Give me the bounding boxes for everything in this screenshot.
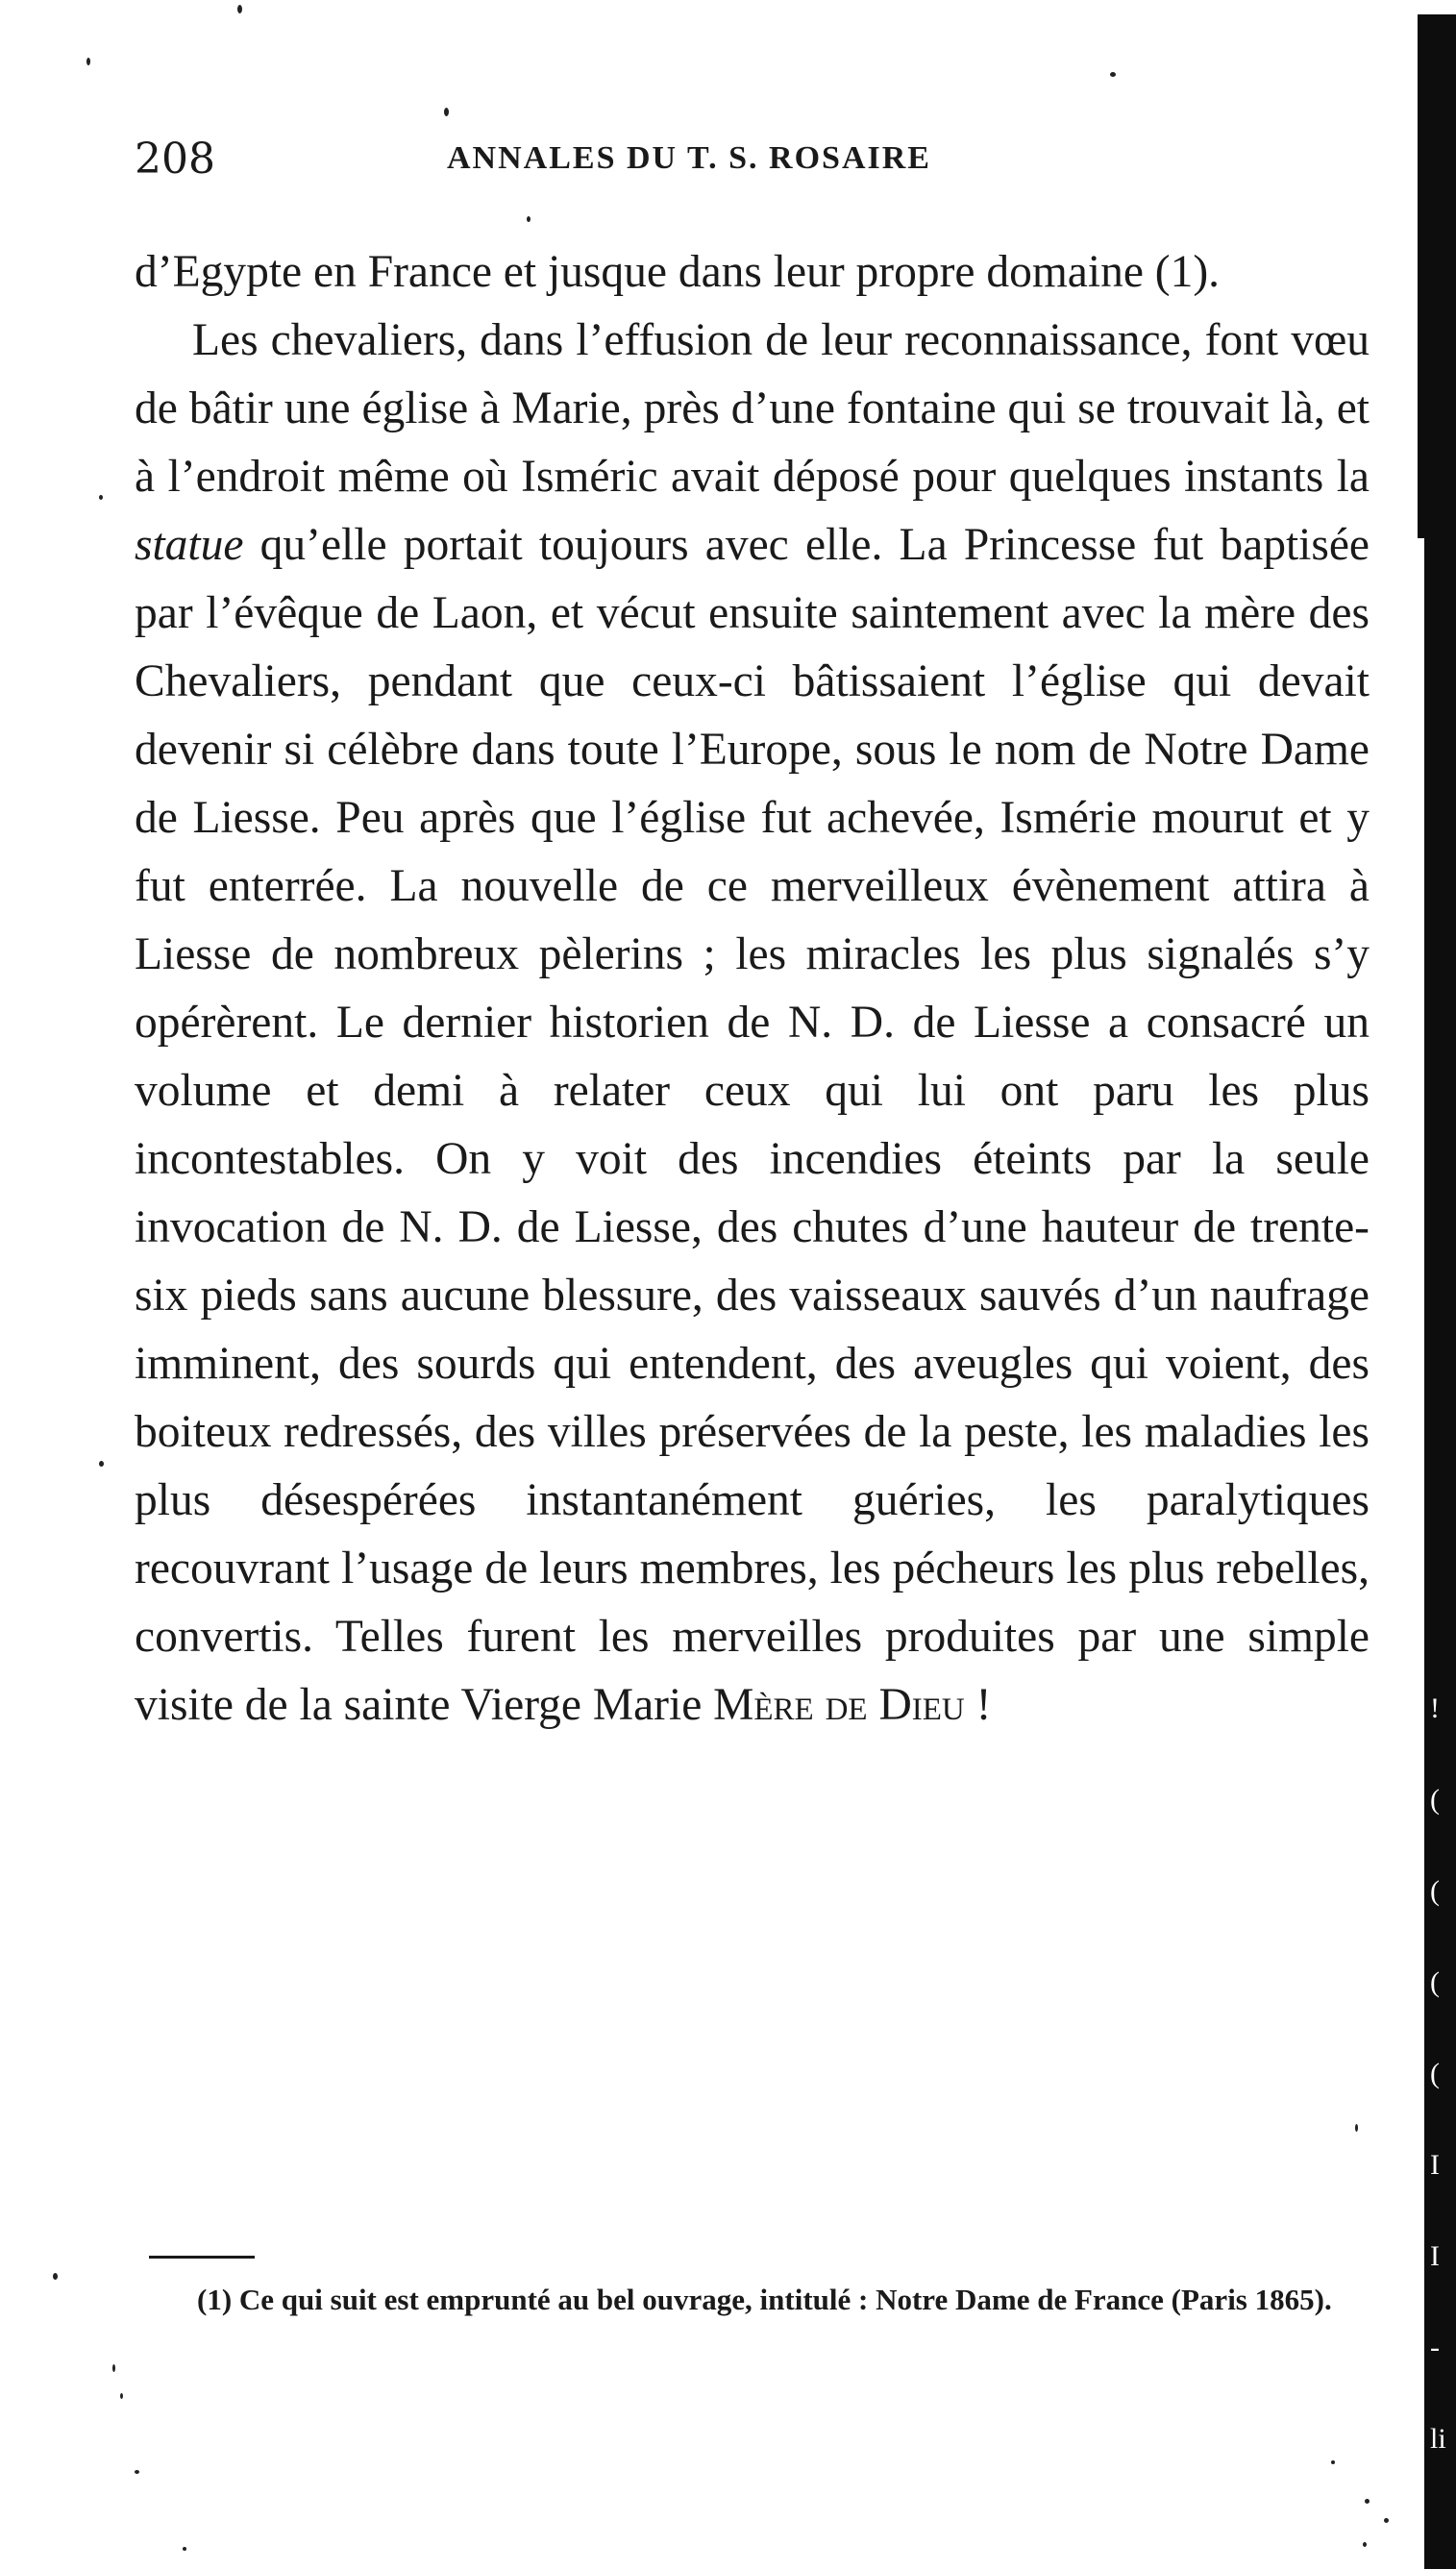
margin-mark: ( <box>1430 2058 1440 2089</box>
footnote-rule <box>149 2256 255 2259</box>
speck <box>1384 2518 1389 2523</box>
speck <box>99 495 103 500</box>
margin-mark: ! <box>1430 1692 1440 1724</box>
paragraph-2 <box>135 307 1370 1740</box>
margin-mark: ( <box>1430 1966 1440 1998</box>
margin-mark: I <box>1430 2240 1440 2272</box>
footnote-text: (1) Ce qui suit est emprunté au bel ouvrage, intitulé : Notre Dame de France (Paris 1865). <box>197 2283 1332 2316</box>
speck <box>527 216 531 222</box>
page-header <box>135 135 1374 192</box>
speck <box>1363 2542 1367 2547</box>
paragraph-2-part-b: qu’elle portait toujours avec elle. La Princesse fut baptisée par l’évêque de Laon, et vécut ensuite saintement avec la mère des Chevaliers, pendant que ceux-ci bâtissaient l’église qui devait devenir si célèbre dans toute l’Europe, sous le nom de Notre Dame de Liesse. Peu après que l’église fut achevée, Ismérie mourut et y fut enterrée. La nouvelle de ce merveilleux évènement attira à Liesse de nombreux pèlerins ; les miracles les plus signalés s’y opérèrent. Le dernier historien de N. D. de Liesse a consacré un volume et demi à relater ceux qui lui ont paru les plus incontestables. On y voit des incendies éteints par la seule invocation de N. D. de Liesse, des chutes d’une hauteur de trente-six pieds sans aucune blessure, des vaisseaux sauvés d’un naufrage imminent, des sourds qui entendent, des aveugles qui voient, des boiteux redressés, des villes préservées de la peste, les maladies les plus désespérées instantanément guéries, les paralytiques recouvrant l’usage de leurs membres, les pécheurs les plus rebelles, convertis. Telles furent les merveilles produites par une simple visite de la sainte Vierge Marie <box>135 520 1370 1730</box>
statue-word: statue <box>135 520 244 570</box>
speck <box>183 2547 186 2551</box>
speck <box>53 2273 58 2280</box>
paragraph-2-part-a: Les chevaliers, dans l’effusion de leur reconnaissance, font vœu de bâtir une église à Marie, près d’une fontaine qui se trouvait là, et à l’endroit même où Isméric avait déposé pour quelques instants la <box>135 315 1370 502</box>
speck <box>1355 2124 1358 2132</box>
speck <box>112 2364 115 2372</box>
margin-mark: li <box>1430 2423 1446 2455</box>
running-head: ANNALES DU T. S. ROSAIRE <box>447 140 931 176</box>
speck <box>135 2470 139 2474</box>
speck <box>444 108 449 116</box>
scan-edge-gap <box>1411 538 1424 2569</box>
margin-mark: ( <box>1430 1875 1440 1907</box>
speck <box>237 5 242 13</box>
speck <box>1331 2460 1335 2464</box>
speck <box>99 1461 104 1467</box>
paragraph-1: d’Egypte en France et jusque dans leur propre domaine (1). <box>135 247 1221 297</box>
mere-de-dieu: Mère de Dieu <box>713 1680 965 1730</box>
margin-mark: ( <box>1430 1784 1440 1816</box>
speck <box>86 58 90 65</box>
footnote <box>149 2280 1365 2320</box>
speck <box>1110 72 1116 77</box>
speck <box>120 2393 123 2399</box>
speck <box>1365 2499 1370 2504</box>
page-number: 208 <box>135 135 215 184</box>
paragraph-2-end: ! <box>964 1680 992 1730</box>
margin-marks <box>1430 1663 1456 2455</box>
body-text <box>135 238 1370 1740</box>
margin-mark: - <box>1430 2332 1440 2363</box>
margin-mark: I <box>1430 2149 1440 2181</box>
